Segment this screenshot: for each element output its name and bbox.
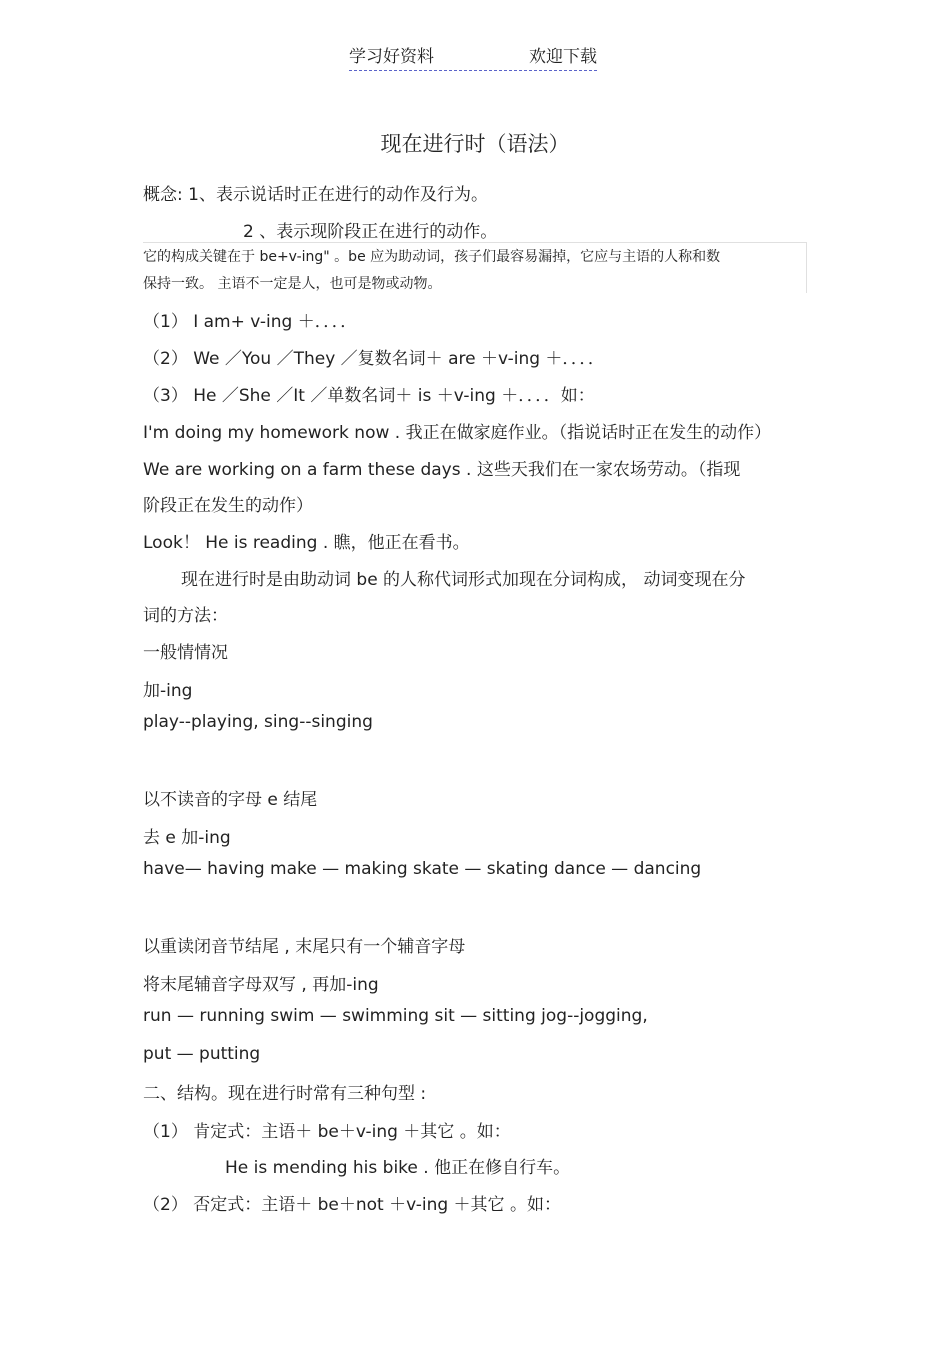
page-title: 现在进行时（语法） [380, 132, 570, 156]
text-line: （3） He ／She ／It ／单数名词＋ is ＋v-ing ＋．．．．如： [143, 386, 595, 406]
text-line: （2） 否定式：主语＋ be＋not ＋v-ing ＋其它 。如： [143, 1195, 561, 1215]
text-line: 2 、表示现阶段正在进行的动作。 [243, 222, 498, 242]
text-line: put — putting [143, 1044, 261, 1064]
text-line: He is mending his bike . 他正在修自行车。 [225, 1158, 571, 1178]
text-line: 以重读闭音节结尾 , 末尾只有一个辅音字母 [143, 937, 466, 957]
text-line: 二、结构。现在进行时常有三种句型 : [143, 1084, 427, 1104]
text-line: We are working on a farm these days . 这些天我们在一家农场劳动。（指现 [143, 460, 741, 480]
text-line: 以不读音的字母 e 结尾 [143, 790, 318, 810]
page-header [349, 42, 597, 71]
text-line: 阶段正在发生的动作） [143, 496, 313, 516]
text-line: 去 e 加-ing [143, 828, 231, 848]
text-line: （1） 肯定式：主语＋ be＋v-ing ＋其它 。如： [143, 1122, 511, 1142]
text-line: 加-ing [143, 681, 193, 701]
text-line: 保持一致。 主语不一定是人，也可是物或动物。 [143, 276, 442, 292]
text-line: run — running swim — swimming sit — sitting jog--jogging, [143, 1006, 648, 1026]
text-line: Look！ He is reading . 瞧，他正在看书。 [143, 533, 470, 553]
text-line: 现在进行时是由助动词 be 的人称代词形式加现在分词构成， 动词变现在分 [181, 570, 746, 590]
header-right: 欢迎下载 [529, 47, 597, 67]
text-line: （1） I am+ v-ing ＋．．．． [143, 312, 358, 332]
text-line: 概念: 1、表示说话时正在进行的动作及行为。 [143, 185, 488, 205]
header-left: 学习好资料 [349, 47, 434, 67]
text-line: I'm doing my homework now . 我正在做家庭作业。（指说话时正在发生的动作） [143, 423, 772, 443]
text-line: 词的方法： [143, 606, 228, 626]
text-line: have— having make — making skate — skating dance — dancing [143, 859, 702, 879]
text-line: 它的构成关键在于 be+v-ing" 。be 应为助动词，孩子们最容易漏掉，它应与主语的人称和数 [143, 249, 721, 265]
text-line: （2） We ／You ／They ／复数名词＋ are ＋v-ing ＋．．．． [143, 349, 605, 369]
text-line: 将末尾辅音字母双写 , 再加-ing [143, 975, 379, 995]
text-line: play--playing, sing--singing [143, 712, 373, 732]
text-line: 一般情情况 [143, 643, 228, 663]
